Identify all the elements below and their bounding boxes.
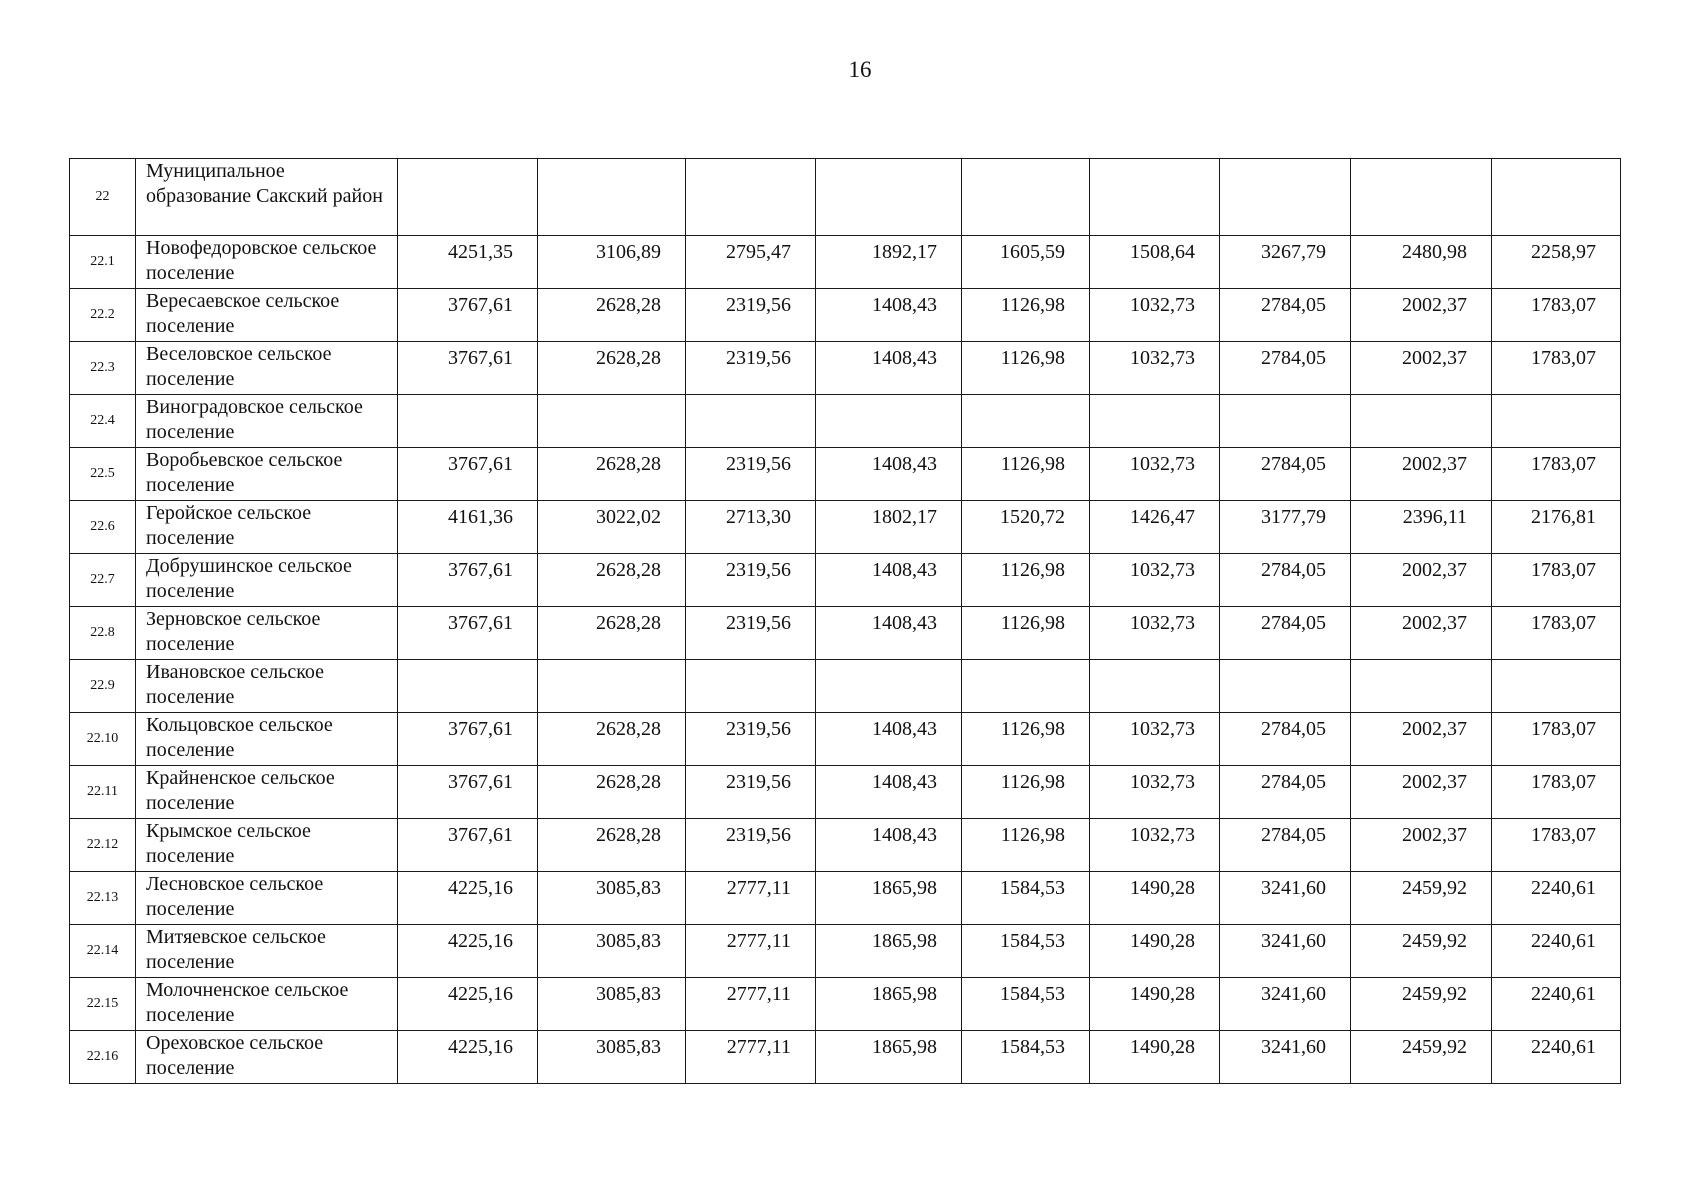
value-cell: 4251,35 xyxy=(398,236,538,289)
row-number: 22.16 xyxy=(70,1031,136,1084)
value-cell: 2784,05 xyxy=(1220,342,1351,395)
settlement-name: Новофедоровское сельское поселение xyxy=(136,236,398,289)
row-number: 22 xyxy=(70,159,136,236)
settlement-name: Ореховское сельское поселение xyxy=(136,1031,398,1084)
value-cell xyxy=(1351,395,1492,448)
value-cell xyxy=(816,660,962,713)
value-cell: 2784,05 xyxy=(1220,289,1351,342)
value-cell: 1783,07 xyxy=(1492,554,1621,607)
value-cell xyxy=(1090,395,1220,448)
value-cell: 2784,05 xyxy=(1220,448,1351,501)
settlement-name: Крымское сельское поселение xyxy=(136,819,398,872)
row-number: 22.10 xyxy=(70,713,136,766)
value-cell: 1783,07 xyxy=(1492,766,1621,819)
value-cell: 3241,60 xyxy=(1220,1031,1351,1084)
value-cell: 1520,72 xyxy=(962,501,1090,554)
value-cell: 3241,60 xyxy=(1220,872,1351,925)
value-cell: 1865,98 xyxy=(816,872,962,925)
value-cell: 3177,79 xyxy=(1220,501,1351,554)
value-cell: 2784,05 xyxy=(1220,713,1351,766)
value-cell: 1490,28 xyxy=(1090,978,1220,1031)
value-cell xyxy=(962,159,1090,236)
value-cell xyxy=(1351,159,1492,236)
row-number: 22.3 xyxy=(70,342,136,395)
value-cell xyxy=(816,395,962,448)
value-cell: 2628,28 xyxy=(538,554,686,607)
value-cell: 1865,98 xyxy=(816,1031,962,1084)
value-cell: 2628,28 xyxy=(538,342,686,395)
value-cell: 1408,43 xyxy=(816,448,962,501)
value-cell xyxy=(1492,159,1621,236)
value-cell: 3767,61 xyxy=(398,607,538,660)
value-cell xyxy=(1220,159,1351,236)
value-cell: 1126,98 xyxy=(962,713,1090,766)
value-cell: 1783,07 xyxy=(1492,819,1621,872)
settlement-name: Ивановское сельское поселение xyxy=(136,660,398,713)
row-number: 22.8 xyxy=(70,607,136,660)
value-cell: 3085,83 xyxy=(538,925,686,978)
settlement-name: Воробьевское сельское поселение xyxy=(136,448,398,501)
value-cell xyxy=(686,660,816,713)
value-cell: 2002,37 xyxy=(1351,607,1492,660)
table-row xyxy=(70,766,1621,819)
table-body xyxy=(70,159,1621,1084)
value-cell xyxy=(686,159,816,236)
value-cell: 1490,28 xyxy=(1090,1031,1220,1084)
value-cell: 2459,92 xyxy=(1351,872,1492,925)
table-row xyxy=(70,978,1621,1031)
value-cell: 3241,60 xyxy=(1220,925,1351,978)
settlement-name: Молочненское сельское поселение xyxy=(136,978,398,1031)
value-cell xyxy=(538,159,686,236)
value-cell: 1783,07 xyxy=(1492,713,1621,766)
value-cell: 4225,16 xyxy=(398,1031,538,1084)
value-cell: 3241,60 xyxy=(1220,978,1351,1031)
value-cell: 4161,36 xyxy=(398,501,538,554)
value-cell: 2777,11 xyxy=(686,925,816,978)
value-cell: 1802,17 xyxy=(816,501,962,554)
value-cell: 2480,98 xyxy=(1351,236,1492,289)
tariff-table xyxy=(69,158,1621,1084)
value-cell: 4225,16 xyxy=(398,978,538,1031)
value-cell: 1490,28 xyxy=(1090,872,1220,925)
value-cell: 3767,61 xyxy=(398,713,538,766)
value-cell: 2784,05 xyxy=(1220,554,1351,607)
value-cell: 2240,61 xyxy=(1492,1031,1621,1084)
settlement-name: Митяевское сельское поселение xyxy=(136,925,398,978)
row-number: 22.14 xyxy=(70,925,136,978)
value-cell: 2459,92 xyxy=(1351,925,1492,978)
table-row xyxy=(70,819,1621,872)
table-row xyxy=(70,395,1621,448)
value-cell: 2176,81 xyxy=(1492,501,1621,554)
value-cell xyxy=(1351,660,1492,713)
value-cell: 1783,07 xyxy=(1492,448,1621,501)
row-number: 22.6 xyxy=(70,501,136,554)
value-cell xyxy=(398,395,538,448)
row-number: 22.2 xyxy=(70,289,136,342)
value-cell: 1408,43 xyxy=(816,766,962,819)
page-number: 16 xyxy=(848,57,872,82)
value-cell: 2002,37 xyxy=(1351,554,1492,607)
value-cell xyxy=(538,660,686,713)
value-cell: 1584,53 xyxy=(962,925,1090,978)
table-row xyxy=(70,554,1621,607)
settlement-name: Кольцовское сельское поселение xyxy=(136,713,398,766)
value-cell: 1865,98 xyxy=(816,978,962,1031)
value-cell: 2319,56 xyxy=(686,342,816,395)
value-cell: 3085,83 xyxy=(538,872,686,925)
value-cell: 1408,43 xyxy=(816,342,962,395)
value-cell: 2002,37 xyxy=(1351,819,1492,872)
row-number: 22.7 xyxy=(70,554,136,607)
value-cell xyxy=(962,660,1090,713)
value-cell: 1032,73 xyxy=(1090,342,1220,395)
table-row xyxy=(70,236,1621,289)
settlement-name: Лесновское сельское поселение xyxy=(136,872,398,925)
settlement-name: Зерновское сельское поселение xyxy=(136,607,398,660)
value-cell xyxy=(1220,660,1351,713)
value-cell: 1408,43 xyxy=(816,819,962,872)
table-row xyxy=(70,713,1621,766)
value-cell: 1783,07 xyxy=(1492,342,1621,395)
value-cell: 2628,28 xyxy=(538,289,686,342)
value-cell: 3106,89 xyxy=(538,236,686,289)
value-cell: 1426,47 xyxy=(1090,501,1220,554)
value-cell xyxy=(398,660,538,713)
value-cell: 2319,56 xyxy=(686,554,816,607)
value-cell: 1032,73 xyxy=(1090,713,1220,766)
value-cell: 1408,43 xyxy=(816,554,962,607)
value-cell: 1508,64 xyxy=(1090,236,1220,289)
settlement-name: Муниципальное образование Сакский район xyxy=(136,159,398,236)
value-cell: 4225,16 xyxy=(398,872,538,925)
value-cell xyxy=(1090,660,1220,713)
value-cell: 2319,56 xyxy=(686,448,816,501)
value-cell: 3085,83 xyxy=(538,1031,686,1084)
value-cell: 1892,17 xyxy=(816,236,962,289)
value-cell: 2319,56 xyxy=(686,289,816,342)
value-cell: 2002,37 xyxy=(1351,342,1492,395)
value-cell: 3022,02 xyxy=(538,501,686,554)
value-cell: 2777,11 xyxy=(686,872,816,925)
value-cell: 2777,11 xyxy=(686,1031,816,1084)
row-number: 22.9 xyxy=(70,660,136,713)
value-cell xyxy=(1492,395,1621,448)
value-cell xyxy=(686,395,816,448)
value-cell: 1032,73 xyxy=(1090,554,1220,607)
table-row xyxy=(70,448,1621,501)
value-cell: 2459,92 xyxy=(1351,1031,1492,1084)
value-cell: 1605,59 xyxy=(962,236,1090,289)
value-cell: 2240,61 xyxy=(1492,978,1621,1031)
value-cell: 2002,37 xyxy=(1351,448,1492,501)
row-number: 22.12 xyxy=(70,819,136,872)
table-row xyxy=(70,501,1621,554)
value-cell: 2240,61 xyxy=(1492,925,1621,978)
value-cell: 1032,73 xyxy=(1090,607,1220,660)
value-cell: 2628,28 xyxy=(538,766,686,819)
value-cell: 2258,97 xyxy=(1492,236,1621,289)
value-cell: 2784,05 xyxy=(1220,766,1351,819)
settlement-name: Веселовское сельское поселение xyxy=(136,342,398,395)
value-cell: 2628,28 xyxy=(538,819,686,872)
value-cell: 2713,30 xyxy=(686,501,816,554)
value-cell: 2002,37 xyxy=(1351,766,1492,819)
value-cell: 3767,61 xyxy=(398,448,538,501)
value-cell: 2240,61 xyxy=(1492,872,1621,925)
value-cell: 2784,05 xyxy=(1220,607,1351,660)
value-cell: 2777,11 xyxy=(686,978,816,1031)
settlement-name: Добрушинское сельское поселение xyxy=(136,554,398,607)
value-cell: 1783,07 xyxy=(1492,289,1621,342)
table-row xyxy=(70,872,1621,925)
row-number: 22.13 xyxy=(70,872,136,925)
value-cell: 2319,56 xyxy=(686,766,816,819)
value-cell: 2002,37 xyxy=(1351,713,1492,766)
value-cell: 3267,79 xyxy=(1220,236,1351,289)
value-cell xyxy=(398,159,538,236)
row-number: 22.15 xyxy=(70,978,136,1031)
table-row xyxy=(70,1031,1621,1084)
value-cell: 1408,43 xyxy=(816,713,962,766)
value-cell xyxy=(1090,159,1220,236)
value-cell: 3767,61 xyxy=(398,289,538,342)
value-cell: 2319,56 xyxy=(686,607,816,660)
value-cell: 3767,61 xyxy=(398,819,538,872)
settlement-name: Вересаевское сельское поселение xyxy=(136,289,398,342)
value-cell: 1126,98 xyxy=(962,607,1090,660)
value-cell: 1584,53 xyxy=(962,978,1090,1031)
table-row xyxy=(70,342,1621,395)
value-cell: 1490,28 xyxy=(1090,925,1220,978)
value-cell: 1783,07 xyxy=(1492,607,1621,660)
value-cell: 1584,53 xyxy=(962,1031,1090,1084)
value-cell: 1126,98 xyxy=(962,766,1090,819)
value-cell: 1126,98 xyxy=(962,289,1090,342)
table-row xyxy=(70,159,1621,236)
value-cell: 2396,11 xyxy=(1351,501,1492,554)
table-row xyxy=(70,289,1621,342)
value-cell: 3767,61 xyxy=(398,766,538,819)
value-cell: 1032,73 xyxy=(1090,289,1220,342)
value-cell: 2002,37 xyxy=(1351,289,1492,342)
value-cell xyxy=(1492,660,1621,713)
value-cell: 4225,16 xyxy=(398,925,538,978)
value-cell xyxy=(538,395,686,448)
value-cell: 2628,28 xyxy=(538,607,686,660)
value-cell: 3767,61 xyxy=(398,342,538,395)
value-cell: 2795,47 xyxy=(686,236,816,289)
settlement-name: Виноградовское сельское поселение xyxy=(136,395,398,448)
value-cell: 2784,05 xyxy=(1220,819,1351,872)
value-cell: 2628,28 xyxy=(538,713,686,766)
value-cell xyxy=(962,395,1090,448)
value-cell: 2319,56 xyxy=(686,819,816,872)
value-cell: 3767,61 xyxy=(398,554,538,607)
value-cell: 1584,53 xyxy=(962,872,1090,925)
value-cell: 1032,73 xyxy=(1090,766,1220,819)
value-cell: 1126,98 xyxy=(962,448,1090,501)
value-cell: 1126,98 xyxy=(962,342,1090,395)
settlement-name: Крайненское сельское поселение xyxy=(136,766,398,819)
row-number: 22.5 xyxy=(70,448,136,501)
value-cell: 2319,56 xyxy=(686,713,816,766)
row-number: 22.1 xyxy=(70,236,136,289)
row-number: 22.4 xyxy=(70,395,136,448)
value-cell: 3085,83 xyxy=(538,978,686,1031)
value-cell: 1865,98 xyxy=(816,925,962,978)
table-row xyxy=(70,925,1621,978)
value-cell: 1032,73 xyxy=(1090,819,1220,872)
table-row xyxy=(70,660,1621,713)
table-row xyxy=(70,607,1621,660)
value-cell: 1408,43 xyxy=(816,607,962,660)
value-cell xyxy=(1220,395,1351,448)
row-number: 22.11 xyxy=(70,766,136,819)
value-cell: 1408,43 xyxy=(816,289,962,342)
value-cell xyxy=(816,159,962,236)
value-cell: 1032,73 xyxy=(1090,448,1220,501)
settlement-name: Геройское сельское поселение xyxy=(136,501,398,554)
value-cell: 1126,98 xyxy=(962,819,1090,872)
value-cell: 1126,98 xyxy=(962,554,1090,607)
value-cell: 2628,28 xyxy=(538,448,686,501)
value-cell: 2459,92 xyxy=(1351,978,1492,1031)
